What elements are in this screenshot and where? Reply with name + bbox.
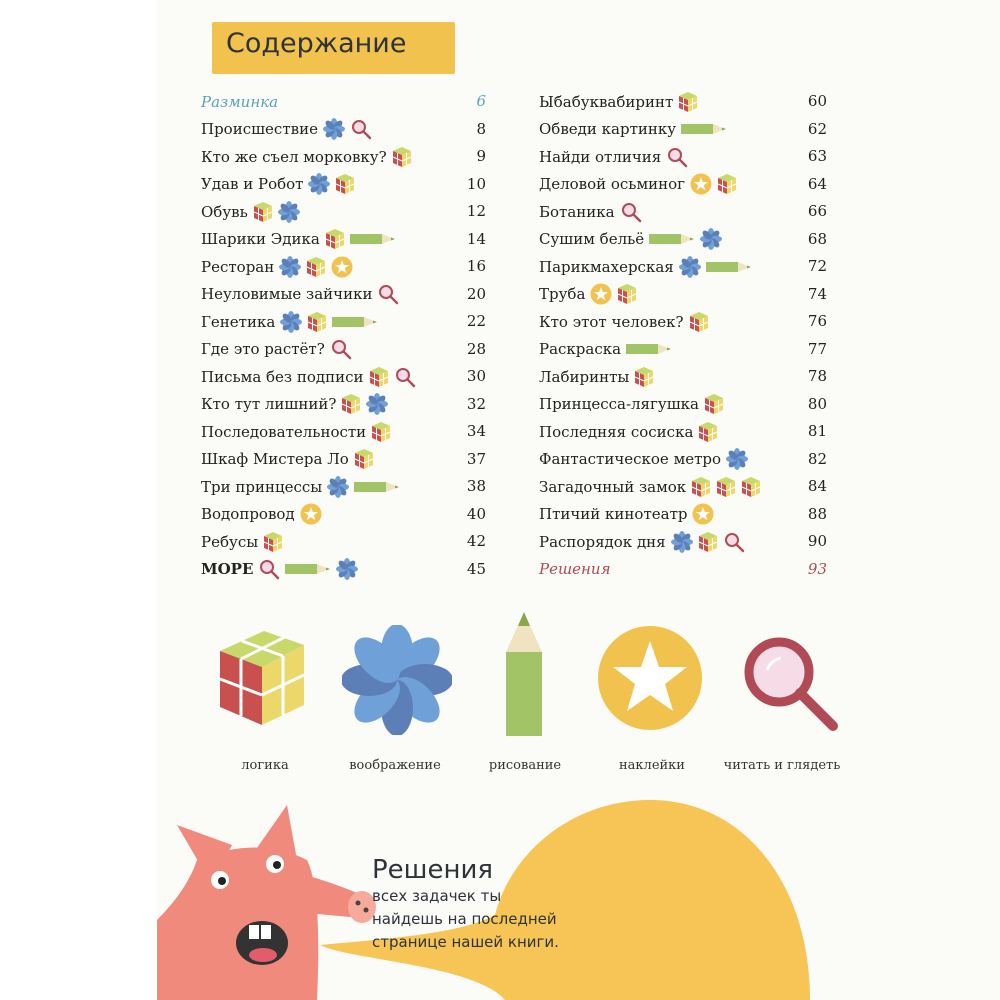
toc-entry-icons [263,531,288,553]
toc-entry-title: Парикмахерская [539,257,674,276]
flower-icon [323,118,345,140]
toc-entry-icons [678,91,703,113]
toc-entry-page: 38 [466,477,486,495]
toc-entry-icons [634,366,659,388]
star-icon [590,283,612,305]
cube-icon [253,201,273,223]
toc-entry-title: Обведи картинку [539,120,677,139]
toc-entry-icons [692,503,719,525]
cube-icon [691,476,711,498]
toc-entry-title: Кто этот человек? [539,312,684,331]
cube-icon [306,256,326,278]
toc-entry-title: Водопровод [201,505,295,524]
toc-entry-page: 10 [466,174,486,193]
toc-entry[interactable] [539,88,827,116]
toc-entry-page: 84 [807,477,827,495]
toc-entry-icons [253,201,305,223]
toc-entry-icons [626,342,677,356]
toc-entry[interactable] [201,556,486,584]
legend-label-stickers: наклейки [619,758,685,773]
toc-entry-icons [280,311,383,333]
toc-entry-title: Генетика [201,312,276,331]
legend-label-imagination: воображение [349,758,441,773]
toc-entry[interactable] [201,363,486,391]
toc-entry-page: 60 [807,92,827,110]
legend-label-reading: читать и глядеть [723,758,841,773]
toc-entry[interactable] [201,391,486,419]
pencil-icon [350,232,396,246]
toc-entry-icons [671,531,750,553]
toc-entry-icons [327,476,405,498]
cube-icon [617,283,637,305]
toc-entry-title: Фантастическое метро [539,450,722,469]
flower-icon [342,625,452,735]
toc-entry-page: 72 [807,257,827,275]
toc-entry-page: 22 [466,312,486,330]
magnifier-icon [258,558,280,580]
toc-entry[interactable] [539,363,827,391]
pencil-icon [706,260,752,274]
toc-entry-title: Три принцессы [201,477,323,496]
toc-entry-icons [681,122,732,136]
toc-entry-icons [369,366,421,388]
toc-entry[interactable] [539,418,827,446]
toc-entry[interactable] [201,308,486,336]
toc-entry-page: 82 [807,449,827,468]
toc-entry-title: Удав и Робот [201,175,304,194]
toc-entry-title: Принцесса-лягушка [539,395,699,414]
toc-entry-page: 90 [807,532,827,550]
toc-entry-page: 80 [807,394,827,413]
toc-entry-page: 78 [807,367,827,385]
toc-entry-title: Ботаника [539,202,615,221]
star-icon [331,256,353,278]
toc-entry-icons [325,228,401,250]
cube-icon [392,146,412,168]
toc-entry[interactable] [201,116,486,144]
star-icon [690,173,712,195]
cube-icon [689,311,709,333]
magnifier-icon [666,146,688,168]
toc-entry-title: Кто тут лишний? [201,395,337,414]
toc-entry-page: 45 [466,559,486,578]
toc-entry-page: 62 [807,119,827,138]
cube-icon [212,623,312,733]
toc-entry-page: 68 [807,229,827,248]
bubble-title: Решения [372,855,493,885]
toc-entry[interactable] [539,308,827,336]
cube-icon [369,366,389,388]
toc-entry-icons [690,173,742,195]
toc-right-column [539,88,827,583]
toc-entry[interactable] [201,281,486,309]
toc-entry-title: Последовательности [201,422,367,441]
flower-icon [279,256,301,278]
toc-entry-icons [704,393,729,415]
pencil-icon [285,562,331,576]
flower-icon [700,228,722,250]
toc-entry-title: Разминка [201,92,279,111]
toc-entry-page: 63 [807,147,827,165]
flower-icon [308,173,330,195]
toc-entry[interactable] [201,446,486,474]
toc-entry-page: 88 [807,504,827,523]
toc-entry-title: Птичий кинотеатр [539,505,688,524]
toc-entry-title: Ребусы [201,532,259,551]
toc-entry-title: Происшествие [201,120,318,139]
toc-entry-icons [392,146,417,168]
magnifier-icon [330,338,352,360]
magnifier-icon [377,283,399,305]
toc-entry-title: Решения [539,560,611,579]
toc-entry-page: 20 [466,284,486,303]
toc-entry-title: Ресторан [201,257,275,276]
toc-entry-icons [354,448,379,470]
toc-entry-icons [679,256,757,278]
toc-entry-icons [649,228,727,250]
toc-entry-page: 93 [807,559,827,578]
toc-entry-title: Труба [539,285,586,304]
cube-icon [678,91,698,113]
cube-icon [741,476,761,498]
toc-entry-page: 34 [466,422,486,440]
toc-entry-icons [341,393,393,415]
toc-entry[interactable] [201,473,486,501]
magnifier-icon [737,630,847,740]
page-title: Содержание [226,28,407,59]
toc-entry[interactable] [539,198,827,226]
pencil-icon [332,315,378,329]
toc-entry[interactable] [539,226,827,254]
toc-entry[interactable] [539,528,827,556]
toc-entry-page: 8 [476,119,486,138]
toc-entry-page: 12 [466,202,486,220]
magnifier-icon [394,366,416,388]
flower-icon [671,531,693,553]
toc-entry-icons [666,146,693,168]
toc-entry-icons [620,201,647,223]
toc-entry-icons [279,256,358,278]
star-icon [595,623,705,733]
toc-entry-icons [698,421,723,443]
toc-entry[interactable] [539,143,827,171]
cube-icon [634,366,654,388]
icon-legend [157,605,1000,785]
toc-entry-page: 14 [466,229,486,248]
toc-entry-title: Письма без подписи [201,367,364,386]
cube-icon [698,421,718,443]
flower-icon [280,311,302,333]
bubble-body-line: всех задачек ты [372,887,502,905]
toc-entry[interactable] [201,88,486,116]
toc-entry-title: Загадочный замок [539,477,687,496]
bubble-body-line: найдешь на последней [372,910,557,928]
title-banner [212,22,455,74]
magnifier-icon [723,531,745,553]
toc-left-column [201,88,486,583]
toc-entry[interactable] [201,336,486,364]
cube-icon [716,476,736,498]
toc-entry-icons [590,283,642,305]
magnifier-icon [350,118,372,140]
toc-entry[interactable] [201,198,486,226]
cube-icon [307,311,327,333]
toc-entry-title: Последняя сосиска [539,422,694,441]
toc-entry-page: 74 [807,284,827,303]
cube-icon [354,448,374,470]
toc-entry-page: 66 [807,202,827,220]
pencil-icon [649,232,695,246]
toc-entry[interactable] [201,143,486,171]
star-icon [692,503,714,525]
toc-entry-icons [300,503,327,525]
toc-entry[interactable] [201,253,486,281]
flower-icon [336,558,358,580]
flower-icon [366,393,388,415]
toc-entry-icons [330,338,357,360]
toc-entry-title: Найди отличия [539,147,662,166]
toc-entry-title: Ыбабуквабиринт [539,92,674,111]
toc-entry-title: МОРЕ [201,560,254,579]
toc-entry-icons [689,311,714,333]
toc-entry-page: 16 [466,257,486,275]
toc-entry[interactable] [539,473,827,501]
toc-entry[interactable] [201,418,486,446]
toc-entry-title: Обувь [201,202,248,221]
toc-entry[interactable] [539,501,827,529]
legend-label-drawing: рисование [488,758,562,773]
toc-entry-page: 37 [466,449,486,468]
toc-entry-title: Распорядок дня [539,532,666,551]
toc-entry-title: Сушим бельё [539,230,645,249]
toc-entry[interactable] [539,391,827,419]
toc-entry-icons [308,173,360,195]
toc-entry-title: Где это растёт? [201,340,325,359]
toc-entry-icons [258,558,363,580]
legend-label-logic: логика [241,758,289,773]
toc-entry[interactable] [201,501,486,529]
cube-icon [325,228,345,250]
toc-entry-page: 32 [466,394,486,413]
pencil-icon [626,342,672,356]
magnifier-icon [620,201,642,223]
bubble-body-line: странице нашей книги. [372,933,559,951]
toc-entry-page: 81 [807,422,827,440]
toc-entry-title: Шарики Эдика [201,230,320,249]
toc-entry-title: Кто же съел морковку? [201,147,387,166]
star-icon [300,503,322,525]
cube-icon [704,393,724,415]
toc-entry-page: 30 [466,367,486,385]
toc-entry[interactable] [539,281,827,309]
toc-entry-page: 76 [807,312,827,330]
flower-icon [726,448,748,470]
flower-icon [278,201,300,223]
toc-entry-icons [691,476,766,498]
bubble-text [372,855,632,954]
flower-icon [679,256,701,278]
pencil-icon [494,610,554,740]
toc-entry-title: Шкаф Мистера Ло [201,450,349,469]
legend-cube [197,623,327,737]
toc-entry[interactable] [539,556,827,584]
toc-entry-page: 77 [807,339,827,358]
cube-icon [263,531,283,553]
toc-entry[interactable] [539,116,827,144]
toc-entry-title: Лабиринты [539,367,630,386]
toc-entry[interactable] [539,336,827,364]
toc-entry-page: 9 [476,147,486,165]
cube-icon [698,531,718,553]
legend-flower [332,625,462,739]
toc-entry-icons [323,118,377,140]
cube-icon [717,173,737,195]
toc-entry-icons [377,283,404,305]
pencil-icon [681,122,727,136]
toc-entry[interactable] [539,446,827,474]
cube-icon [335,173,355,195]
toc-entry[interactable] [201,226,486,254]
legend-magnifier [727,630,857,744]
toc-entry[interactable] [201,171,486,199]
toc-entry[interactable] [539,253,827,281]
cube-icon [341,393,361,415]
toc-entry-page: 42 [466,532,486,550]
toc-entry-icons [371,421,396,443]
legend-pencil [459,610,589,744]
toc-entry-icons [726,448,753,470]
flower-icon [327,476,349,498]
legend-star [585,623,715,737]
toc-entry[interactable] [201,528,486,556]
toc-entry-page: 64 [807,174,827,193]
toc-entry-page: 6 [476,92,486,110]
pencil-icon [354,480,400,494]
toc-entry[interactable] [539,171,827,199]
toc-entry-page: 40 [466,504,486,523]
toc-entry-title: Неуловимые зайчики [201,285,373,304]
toc-entry-page: 28 [466,339,486,358]
cube-icon [371,421,391,443]
toc-entry-title: Деловой осьминог [539,175,686,194]
toc-entry-title: Раскраска [539,340,622,359]
